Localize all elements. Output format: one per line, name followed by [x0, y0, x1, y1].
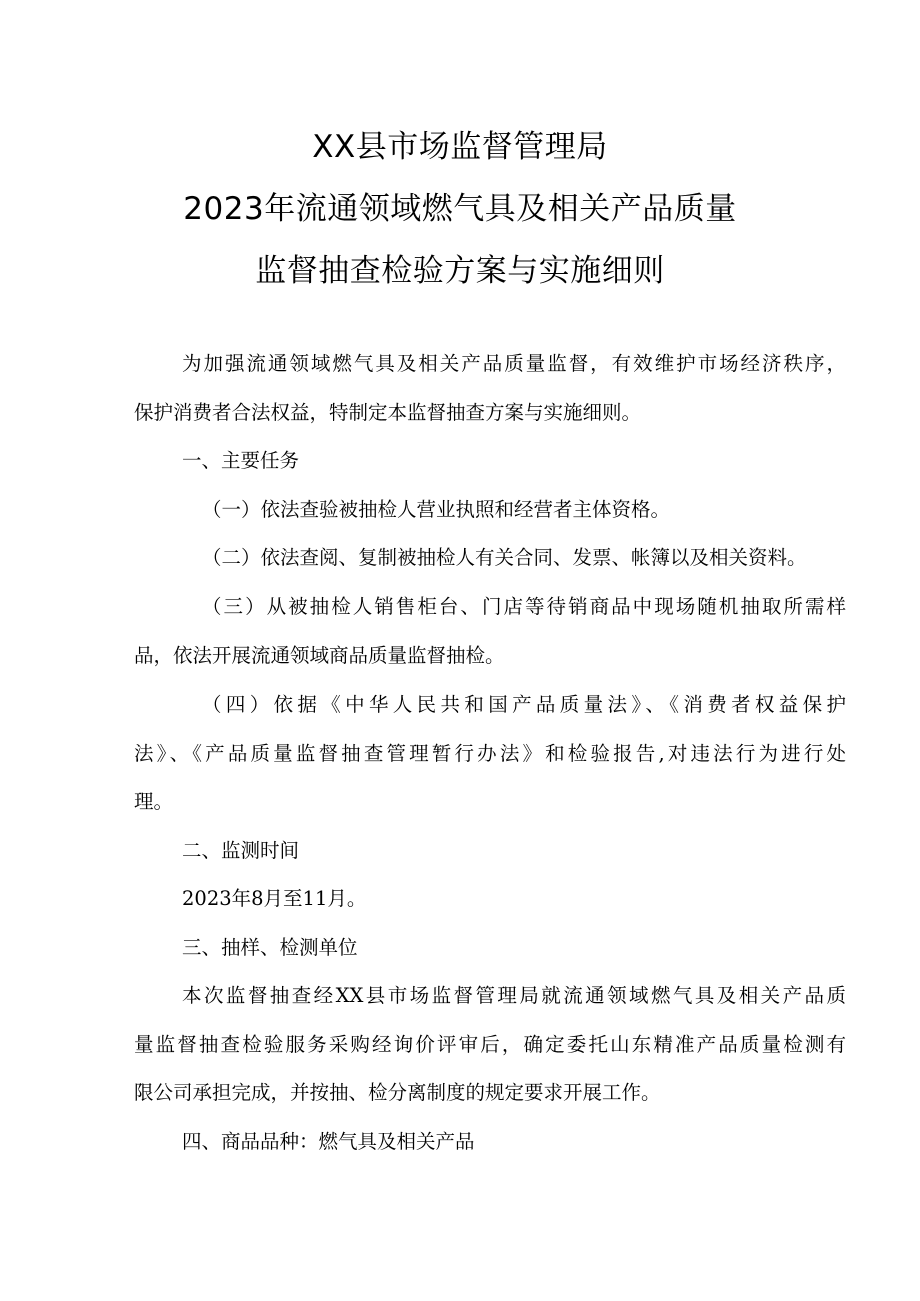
- section-4-heading: [134, 1118, 846, 1167]
- intro-line-2: 保护消费者合法权益，特制定本监督抽查方案与实施细则。: [134, 400, 642, 424]
- task-4: [134, 681, 846, 827]
- title-line-1: XX县市场监督管理局: [312, 129, 608, 165]
- task-2: [134, 534, 846, 583]
- task-1: [134, 486, 846, 535]
- task-line: （三）从被抽检人销售柜台、门店等待销商品中现场随机抽取所需样: [202, 595, 846, 618]
- task-line: 品，依法开展流通领域商品质量监督抽检。: [134, 643, 505, 667]
- section-heading: 三、抽样、检测单位: [182, 936, 358, 959]
- section-heading: 一、主要任务: [182, 449, 300, 472]
- title-line-3: 监督抽查检验方案与实施细则: [255, 253, 665, 289]
- task-line: （二）依法查阅、复制被抽检人有关合同、发票、帐簿以及相关资料。: [202, 546, 807, 569]
- intro-line-1: 为加强流通领域燃气具及相关产品质量监督，有效维护市场经济秩序，: [182, 352, 846, 375]
- section-1-heading: [134, 437, 846, 486]
- task-line: （四）依据《中华人民共和国产品质量法》、《消费者权益保护: [202, 693, 846, 716]
- body-line: 2023年8月至11月。: [182, 887, 367, 910]
- section-2-heading: [134, 827, 846, 876]
- task-line: （一）依法查验被抽检人营业执照和经营者主体资格。: [202, 498, 671, 521]
- task-3: [134, 583, 846, 680]
- section-3-heading: [134, 924, 846, 973]
- body-line: 本次监督抽查经XX县市场监督管理局就流通领域燃气具及相关产品质: [182, 984, 846, 1007]
- title-line-2: 2023年流通领域燃气具及相关产品质量: [183, 191, 737, 227]
- task-line: 理。: [134, 790, 174, 814]
- body-line: 量监督抽查检验服务采购经询价评审后，确定委托山东精准产品质量检测有: [134, 1032, 846, 1056]
- body-line: 限公司承担完成，并按抽、检分离制度的规定要求开展工作。: [134, 1081, 661, 1105]
- intro-paragraph: [134, 340, 846, 437]
- section-3-body: [134, 972, 846, 1118]
- task-line: 法》、《产品质量监督抽查管理暂行办法》和检验报告,对违法行为进行处: [134, 741, 846, 765]
- section-heading: 二、监测时间: [182, 839, 300, 862]
- section-heading: 四、商品品种：燃气具及相关产品: [182, 1130, 475, 1153]
- section-2-body: [134, 875, 846, 924]
